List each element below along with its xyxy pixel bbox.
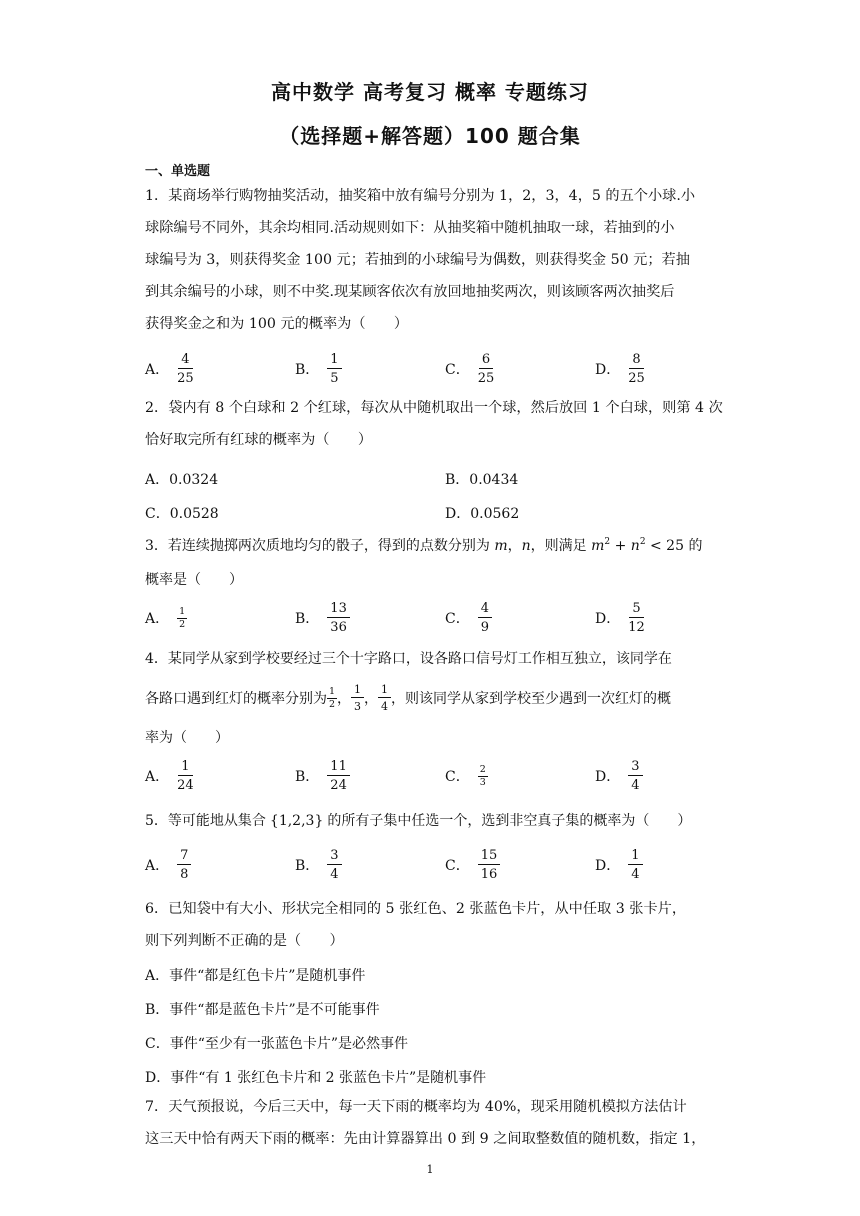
- fraction: $\frac{11}{24}$: [327, 760, 350, 792]
- fraction: $\frac{3}{4}$: [628, 760, 642, 792]
- fraction: $\frac{2}{3}$: [479, 764, 486, 788]
- question-4-line: 各路口遇到红灯的概率分别为 $\frac{1}{2}$ ， $\frac{1}{3}$ ， $\frac{1}{4}$ ，则该同学从家到学校至少遇到一次红灯的概: [145, 683, 672, 713]
- option-b: B．0.0434: [445, 472, 519, 488]
- question-7-line: 这三天中恰有两天下雨的概率：先由计算器算出 0 到 9 之间取整数值的随机数，指定 1，: [145, 1131, 706, 1147]
- question-2: [145, 392, 723, 456]
- option-a: A． $\frac{1}{24}$: [145, 759, 194, 793]
- inequality: $m^2 + n^2 < 25$: [591, 537, 684, 554]
- option-a: A．事件“都是红色卡片”是随机事件: [145, 968, 366, 984]
- fraction: $\frac{1}{4}$: [628, 849, 642, 881]
- question-3-options: [145, 598, 725, 638]
- option-a: A． $\frac{4}{25}$: [145, 352, 194, 386]
- question-1-line: 球编号为 3，则获得奖金 100 元；若抽到的小球编号为偶数，则获得奖金 50 元；若抽: [145, 252, 690, 268]
- question-2-line: 2．袋内有 8 个白球和 2 个红球，每次从中随机取出一个球，然后放回 1 个白球，则第 4 次: [145, 400, 723, 416]
- question-4-line: 率为（ ）: [145, 730, 229, 746]
- option-b: B． $\frac{11}{24}$: [295, 756, 350, 796]
- question-1-line: 球除编号不同外，其余均相同.活动规则如下：从抽奖箱中随机抽取一球，若抽到的小: [145, 220, 675, 236]
- question-4-line: 4．某同学从家到学校要经过三个十字路口，设各路口信号灯工作相互独立，该同学在: [145, 651, 672, 667]
- page-title: 高中数学 高考复习 概率 专题练习: [271, 80, 589, 104]
- option-b: B． $\frac{13}{36}$: [295, 598, 350, 638]
- option-d: D． $\frac{5}{12}$: [595, 601, 645, 635]
- section-heading: 一、单选题: [145, 164, 211, 179]
- fraction: $\frac{1}{3}$: [351, 684, 364, 712]
- question-1-line: 到其余编号的小球，则不中奖.现某顾客依次有放回地抽奖两次，则该顾客两次抽奖后: [145, 284, 675, 300]
- fraction: $\frac{5}{12}$: [628, 601, 645, 635]
- fraction: $\frac{4}{25}$: [177, 352, 194, 386]
- question-4-options: [145, 756, 725, 796]
- set-notation: {1,2,3}: [269, 813, 324, 829]
- fraction: $\frac{1}{2}$: [329, 686, 336, 710]
- question-2-line: 恰好取完所有红球的概率为（ ）: [145, 432, 373, 448]
- option-d: D．0.0562: [445, 506, 520, 522]
- option-a: A． $\frac{7}{8}$: [145, 845, 191, 885]
- fraction: $\frac{1}{2}$: [179, 606, 186, 630]
- question-7: [145, 1091, 717, 1155]
- question-1: [145, 180, 717, 340]
- question-6-line: 则下列判断不正确的是（ ）: [145, 933, 344, 949]
- question-7-line: 7．天气预报说，今后三天中，每一天下雨的概率均为 40%，现采用随机模拟方法估计: [145, 1099, 687, 1115]
- question-5-line: 5．等可能地从集合 {1,2,3} 的所有子集中任选一个，选到非空真子集的概率为（ ）: [145, 813, 692, 829]
- question-6-line: 6．已知袋中有大小、形状完全相同的 5 张红色、2 张蓝色卡片，从中任取 3 张卡片，: [145, 901, 687, 917]
- question-5-options: [145, 845, 725, 885]
- option-d: D． $\frac{1}{4}$: [595, 845, 643, 885]
- option-b: B．事件“都是蓝色卡片”是不可能事件: [145, 1002, 380, 1018]
- option-c: C． $\frac{2}{3}$: [445, 764, 486, 788]
- option-b: B． $\frac{3}{4}$: [295, 845, 342, 885]
- fraction: $\frac{8}{25}$: [628, 352, 645, 386]
- question-1-options: [145, 349, 725, 389]
- option-c: C． $\frac{15}{16}$: [445, 845, 500, 885]
- fraction: $\frac{15}{16}$: [478, 849, 501, 881]
- option-d: D． $\frac{8}{25}$: [595, 352, 645, 386]
- page-number: 1: [426, 1163, 434, 1176]
- question-3-line: 3．若连续抛掷两次质地均匀的骰子，得到的点数分别为 m，n，则满足 $m^2 + n^2 < 25$ 的: [145, 537, 703, 554]
- fraction: $\frac{1}{4}$: [378, 684, 391, 712]
- page-subtitle: （选择题+解答题）100 题合集: [279, 124, 581, 148]
- question-1-line: 获得奖金之和为 100 元的概率为（ ）: [145, 316, 409, 332]
- option-c: C． $\frac{6}{25}$: [445, 352, 495, 386]
- fraction: $\frac{6}{25}$: [477, 352, 495, 386]
- question-3-line: 概率是（ ）: [145, 572, 243, 588]
- fraction: $\frac{1}{24}$: [177, 759, 194, 793]
- fraction: $\frac{3}{4}$: [327, 849, 341, 881]
- fraction: $\frac{1}{5}$: [327, 353, 341, 385]
- fraction: $\frac{13}{36}$: [327, 602, 350, 634]
- option-a: A．0.0324: [145, 472, 219, 488]
- option-c: C．0.0528: [145, 506, 219, 522]
- option-b: B． $\frac{1}{5}$: [295, 349, 342, 389]
- option-a: A． $\frac{1}{2}$: [145, 606, 186, 630]
- option-d: D．事件“有 1 张红色卡片和 2 张蓝色卡片”是随机事件: [145, 1070, 487, 1086]
- question-1-line: 1．某商场举行购物抽奖活动，抽奖箱中放有编号分别为 1，2，3，4，5 的五个小球.小: [145, 188, 696, 204]
- option-d: D． $\frac{3}{4}$: [595, 756, 643, 796]
- question-6: [145, 893, 717, 957]
- option-c: C． $\frac{4}{9}$: [445, 598, 492, 638]
- fraction: $\frac{4}{9}$: [478, 602, 492, 634]
- fraction: $\frac{7}{8}$: [177, 849, 191, 881]
- option-c: C．事件“至少有一张蓝色卡片”是必然事件: [145, 1036, 409, 1052]
